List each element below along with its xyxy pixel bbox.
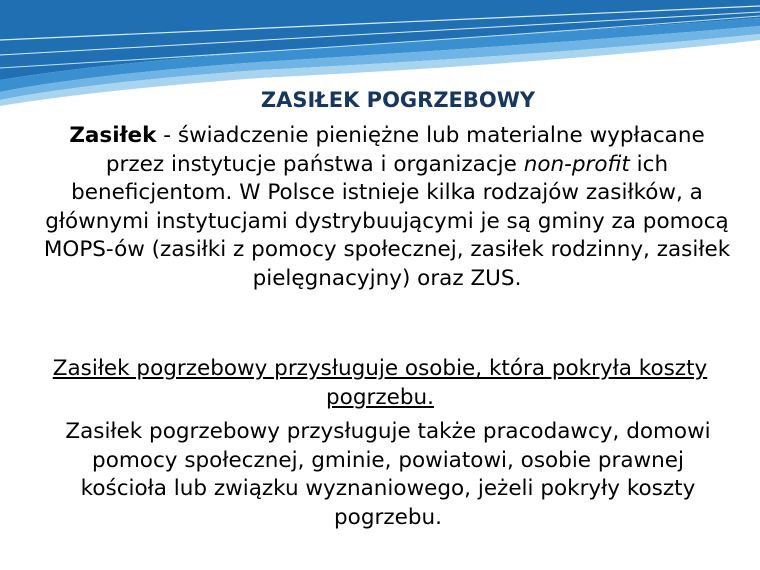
definition-text-1: - świadczenie pieniężne lub materialne wypłacane przez instytucje państwa i organizacje bbox=[105, 123, 705, 177]
definition-text-2: ich beneficjentom. W Polsce istnieje kilka rodzajów zasiłków, a głównymi instytucjami dystrybuującymi je są gminy za pomocą MOPS-ów (zasiłki z pomocy społecznej, zasiłek rodzinny, zasiłek pielęgnacyjny) oraz ZUS. bbox=[43, 151, 731, 291]
slide-title: ZASIŁEK POGRZEBOWY bbox=[260, 88, 536, 112]
definition-term: Zasiłek bbox=[69, 123, 157, 148]
additional-eligibility-paragraph: Zasiłek pogrzebowy przysługuje także pracodawcy, domowi pomocy społecznej, gminie, powiatowi, osobie prawnej kościoła lub związku wyznaniowego, jeżeli pokryły koszty pogrzebu. bbox=[65, 419, 711, 530]
definition-paragraph bbox=[40, 122, 734, 293]
definition-italic-term: non-profit bbox=[523, 151, 630, 177]
eligibility-statement: Zasiłek pogrzebowy przysługuje osobie, która pokryła koszty pogrzebu. bbox=[52, 356, 708, 410]
